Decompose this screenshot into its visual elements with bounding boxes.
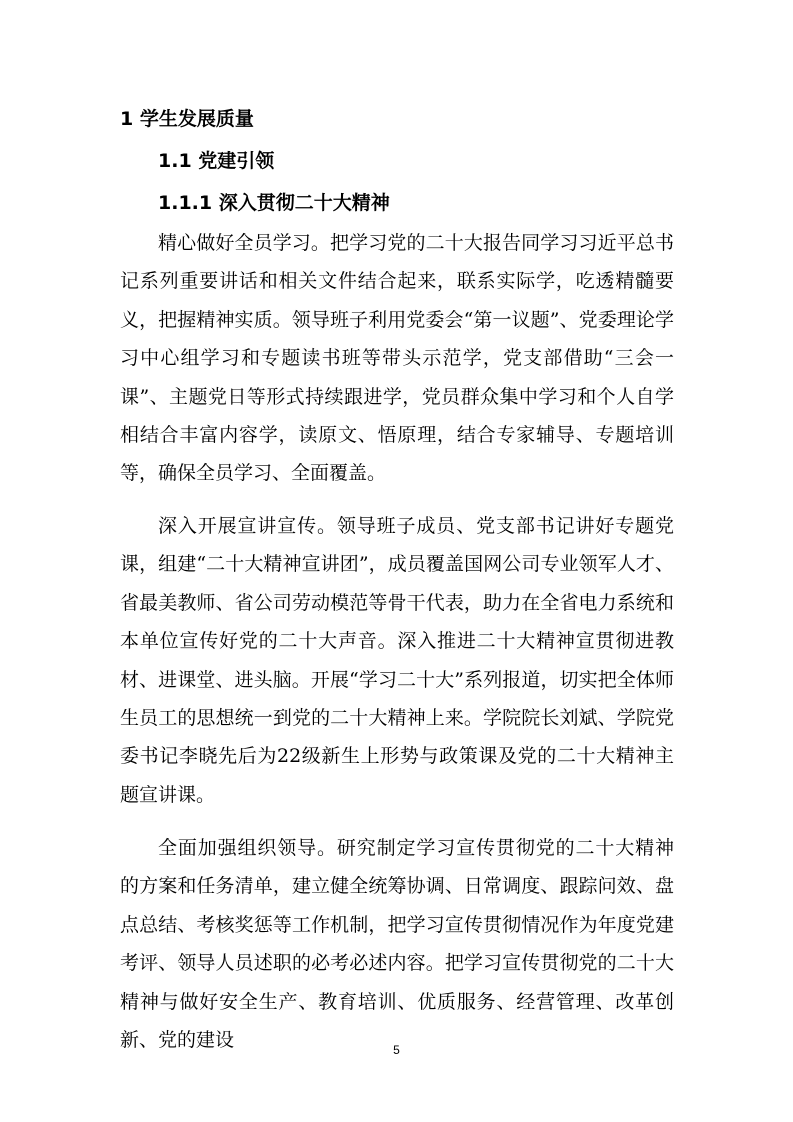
paragraph-full-study: 精心做好全员学习。把学习党的二十大报告同学习习近平总书记系列重要讲话和相关文件结合起来，联系实际学，吃透精髓要义，把握精神实质。领导班子利用党委会“第一议题”、党委理论学习中心组学习和专题读书班等带头示范学，党支部借助“三会一课”、主题党日等形式持续跟进学，党员群众集中学习和个人自学相结合丰富内容学，读原文、悟原理，结合专家辅导、专题培训等，确保全员学习、全面覆盖。 [120,232,674,485]
page-number: 5 [393,1043,400,1057]
section-heading-1: 1 学生发展质量 [120,108,254,130]
paragraph-publicity: 深入开展宣讲宣传。领导班子成员、党支部书记讲好专题党课，组建“二十大精神宣讲团”，成员覆盖国网公司专业领军人才、省最美教师、省公司劳动模范等骨干代表，助力在全省电力系统和本单位宣传好党的二十大声音。深入推进二十大精神宣贯彻进教材、进课堂、进头脑。开展“学习二十大”系列报道，切实把全体师生员工的思想统一到党的二十大精神上来。学院院长刘斌、学院党委书记李晓先后为22级新生上形势与政策课及党的二十大精神主题宣讲课。 [120,515,674,806]
section-heading-1-1: 1.1 党建引领 [158,150,275,172]
paragraph-organization: 全面加强组织领导。研究制定学习宣传贯彻党的二十大精神 的方案和任务清单，建立健全统筹协调、日常调度、跟踪问效、盘点总结、考核奖惩等工作机制，把学习宣传贯彻情况作为年度党建考评、领导人员述职的必考必述内容。把学习宣传贯彻党的二十大精神与做好安全生产、教育培训、优质服务、经营管理、改革创新、党的建设 [120,837,674,1052]
section-heading-1-1-1: 1.1.1 深入贯彻二十大精神 [158,192,390,214]
